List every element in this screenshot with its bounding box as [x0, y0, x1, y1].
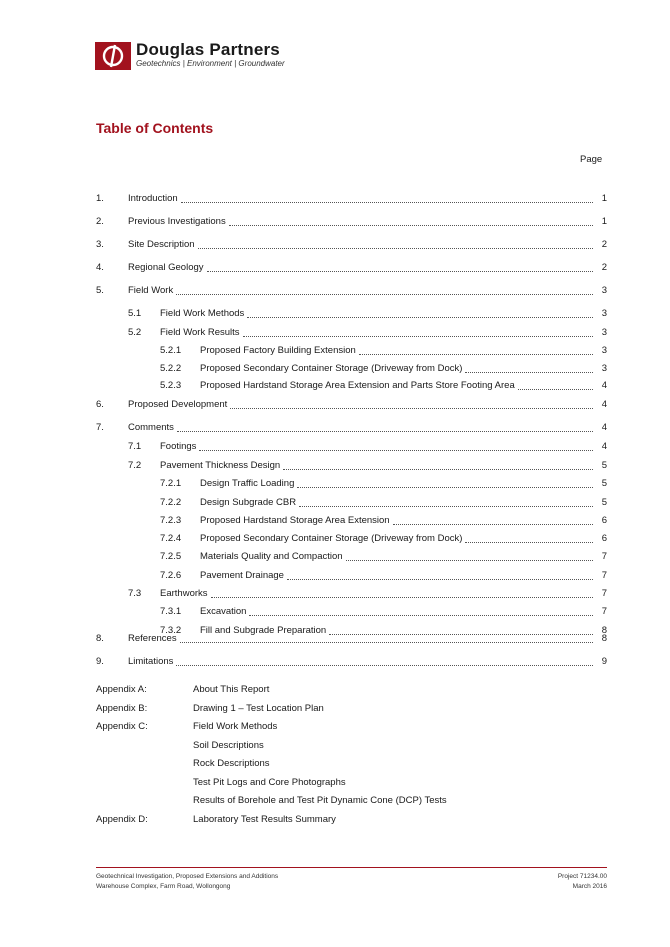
- toc-entry-page: 5: [601, 460, 607, 471]
- footer-divider: [96, 867, 607, 868]
- toc-entry-leader: [249, 615, 593, 616]
- toc-entry-title: Fill and Subgrade Preparation: [200, 625, 327, 636]
- toc-entry-title: Earthworks: [160, 588, 208, 599]
- appendix-item[interactable]: Test Pit Logs and Core Photographs: [193, 777, 346, 788]
- toc-entry-title: Limitations: [128, 656, 174, 667]
- appendix-label: Appendix B:: [96, 703, 148, 714]
- toc-entry-title: Design Subgrade CBR: [200, 497, 297, 508]
- toc-entry-page: 8: [601, 625, 607, 636]
- toc-entry-number: 7.2.5: [160, 551, 182, 562]
- toc-entry-title: Proposed Development: [128, 399, 228, 410]
- toc-entry[interactable]: [0, 606, 670, 618]
- toc-entry[interactable]: [0, 327, 670, 339]
- toc-entry-leader: [346, 560, 593, 561]
- toc-entry-page: 7: [601, 588, 607, 599]
- toc-entry-title: Previous Investigations: [128, 216, 226, 227]
- toc-entry-leader: [180, 642, 593, 643]
- toc-entry-page: 3: [601, 363, 607, 374]
- toc-entry-leader: [230, 408, 593, 409]
- toc-entry-number: 7.3.1: [160, 606, 182, 617]
- toc-entry-title: References: [128, 633, 177, 644]
- toc-entry-title: Comments: [128, 422, 174, 433]
- toc-entry-title: Pavement Drainage: [200, 570, 284, 581]
- toc-entry[interactable]: [0, 460, 670, 472]
- toc-entry[interactable]: [0, 308, 670, 320]
- toc-entry-title: Excavation: [200, 606, 247, 617]
- appendix-item[interactable]: Field Work Methods: [193, 721, 278, 732]
- toc-entry-page: 6: [601, 533, 607, 544]
- toc-entry-page: 4: [601, 422, 607, 433]
- toc-entry-title: Footings: [160, 441, 197, 452]
- toc-entry[interactable]: [0, 380, 670, 392]
- appendix-item[interactable]: Drawing 1 – Test Location Plan: [193, 703, 324, 714]
- toc-entry-page: 6: [601, 515, 607, 526]
- appendix-label: Appendix A:: [96, 684, 147, 695]
- toc-entry-title: Proposed Factory Building Extension: [200, 345, 356, 356]
- toc-entry-leader: [198, 248, 593, 249]
- toc-entry[interactable]: [0, 551, 670, 563]
- toc-entry-title: Introduction: [128, 193, 178, 204]
- toc-entry[interactable]: [0, 399, 670, 411]
- toc-entry-page: 7: [601, 606, 607, 617]
- toc-entry-leader: [247, 317, 593, 318]
- toc-entry-number: 7.1: [128, 441, 142, 452]
- toc-entry-page: 3: [601, 327, 607, 338]
- toc-entry-page: 5: [601, 497, 607, 508]
- toc-entry[interactable]: [0, 515, 670, 527]
- toc-entry[interactable]: [0, 533, 670, 545]
- footer-date: March 2016: [572, 883, 607, 890]
- brand-tagline: Geotechnics | Environment | Groundwater: [136, 59, 285, 68]
- toc-title: Table of Contents: [96, 120, 214, 136]
- toc-entry[interactable]: [0, 633, 670, 645]
- toc-entry-leader: [297, 487, 593, 488]
- toc-entry-number: 7.2.2: [160, 497, 182, 508]
- toc-entry-leader: [465, 372, 593, 373]
- toc-entry-title: Proposed Secondary Container Storage (Driveway from Dock): [200, 533, 463, 544]
- toc-entry[interactable]: [0, 497, 670, 509]
- toc-entry-page: 1: [601, 193, 607, 204]
- footer-doc-title: Geotechnical Investigation, Proposed Extensions and Additions: [96, 873, 279, 880]
- toc-entry-leader: [181, 202, 593, 203]
- toc-entry-title: Site Description: [128, 239, 195, 250]
- toc-entry-number: 5.2.2: [160, 363, 182, 374]
- toc-entry-leader: [199, 450, 593, 451]
- toc-entry[interactable]: [0, 262, 670, 274]
- toc-entry[interactable]: [0, 345, 670, 357]
- toc-entry-title: Field Work Methods: [160, 308, 245, 319]
- toc-entry-leader: [211, 597, 593, 598]
- toc-entry-number: 5.: [96, 285, 104, 296]
- toc-entry-title: Regional Geology: [128, 262, 204, 273]
- toc-entry[interactable]: [0, 441, 670, 453]
- toc-entry[interactable]: [0, 422, 670, 434]
- appendix-item[interactable]: About This Report: [193, 684, 270, 695]
- toc-entry-title: Proposed Secondary Container Storage (Driveway from Dock): [200, 363, 463, 374]
- toc-entry-leader: [176, 665, 593, 666]
- toc-entry[interactable]: [0, 588, 670, 600]
- toc-entry-page: 7: [601, 570, 607, 581]
- toc-entry-number: 6.: [96, 399, 104, 410]
- toc-entry-page: 1: [601, 216, 607, 227]
- toc-entry-number: 5.2: [128, 327, 142, 338]
- appendix-label: Appendix D:: [96, 814, 148, 825]
- toc-entry-page: 3: [601, 308, 607, 319]
- toc-entry-page: 4: [601, 380, 607, 391]
- toc-entry-leader: [176, 294, 593, 295]
- toc-entry-number: 7.: [96, 422, 104, 433]
- toc-entry-number: 5.2.3: [160, 380, 182, 391]
- toc-entry-page: 4: [601, 441, 607, 452]
- toc-entry-leader: [287, 579, 593, 580]
- toc-entry[interactable]: [0, 216, 670, 228]
- toc-entry-title: Proposed Hardstand Storage Area Extension and Parts Store Footing Area: [200, 380, 515, 391]
- dp-logo-icon: [95, 42, 131, 70]
- toc-entry-page: 8: [601, 633, 607, 644]
- toc-entry[interactable]: [0, 193, 670, 205]
- toc-entry[interactable]: [0, 478, 670, 490]
- toc-entry-number: 7.3.2: [160, 625, 182, 636]
- toc-entry-page: 2: [601, 262, 607, 273]
- toc-entry-title: Pavement Thickness Design: [160, 460, 281, 471]
- toc-entry-leader: [518, 389, 593, 390]
- toc-entry-page: 7: [601, 551, 607, 562]
- toc-entry[interactable]: [0, 570, 670, 582]
- toc-entry-leader: [393, 524, 593, 525]
- appendix-item[interactable]: Laboratory Test Results Summary: [193, 814, 336, 825]
- toc-entry-number: 7.2.1: [160, 478, 182, 489]
- appendix-item[interactable]: Soil Descriptions: [193, 740, 264, 751]
- toc-entry-leader: [229, 225, 593, 226]
- toc-entry-leader: [177, 431, 593, 432]
- toc-entry-leader: [207, 271, 593, 272]
- toc-entry-number: 1.: [96, 193, 104, 204]
- company-logo: [95, 42, 315, 74]
- toc-entry[interactable]: [0, 239, 670, 251]
- toc-entry-leader: [359, 354, 593, 355]
- toc-entry-title: Materials Quality and Compaction: [200, 551, 343, 562]
- toc-entry-leader: [243, 336, 593, 337]
- toc-entry-page: 2: [601, 239, 607, 250]
- toc-entry-number: 4.: [96, 262, 104, 273]
- toc-entry-number: 7.2: [128, 460, 142, 471]
- toc-entry[interactable]: [0, 285, 670, 297]
- toc-entry-title: Field Work Results: [160, 327, 240, 338]
- toc-entry-number: 5.1: [128, 308, 142, 319]
- toc-entry-page: 3: [601, 285, 607, 296]
- toc-entry-title: Proposed Hardstand Storage Area Extension: [200, 515, 390, 526]
- toc-entry-leader: [465, 542, 593, 543]
- appendix-item[interactable]: Results of Borehole and Test Pit Dynamic Cone (DCP) Tests: [193, 795, 447, 806]
- page-column-label: Page: [580, 154, 603, 165]
- toc-entry[interactable]: [0, 656, 670, 668]
- toc-entry[interactable]: [0, 363, 670, 375]
- toc-entry-number: 7.2.4: [160, 533, 182, 544]
- brand-name: Douglas Partners: [136, 40, 280, 59]
- toc-entry-number: 7.2.3: [160, 515, 182, 526]
- toc-entry-number: 2.: [96, 216, 104, 227]
- toc-entry-number: 9.: [96, 656, 104, 667]
- toc-entry-number: 8.: [96, 633, 104, 644]
- toc-entry-number: 3.: [96, 239, 104, 250]
- toc-entry-title: Design Traffic Loading: [200, 478, 295, 489]
- toc-entry-page: 9: [601, 656, 607, 667]
- footer-project: Project 71234.00: [557, 873, 607, 880]
- toc-entry-title: Field Work: [128, 285, 174, 296]
- toc-entry-number: 7.3: [128, 588, 142, 599]
- toc-entry-page: 5: [601, 478, 607, 489]
- toc-entry-leader: [283, 469, 593, 470]
- toc-entry-number: 5.2.1: [160, 345, 182, 356]
- footer-site: Warehouse Complex, Farm Road, Wollongong: [96, 883, 231, 890]
- appendix-label: Appendix C:: [96, 721, 148, 732]
- toc-entry-page: 3: [601, 345, 607, 356]
- toc-entry-number: 7.2.6: [160, 570, 182, 581]
- toc-entry-leader: [299, 506, 593, 507]
- toc-entry-page: 4: [601, 399, 607, 410]
- appendix-item[interactable]: Rock Descriptions: [193, 758, 270, 769]
